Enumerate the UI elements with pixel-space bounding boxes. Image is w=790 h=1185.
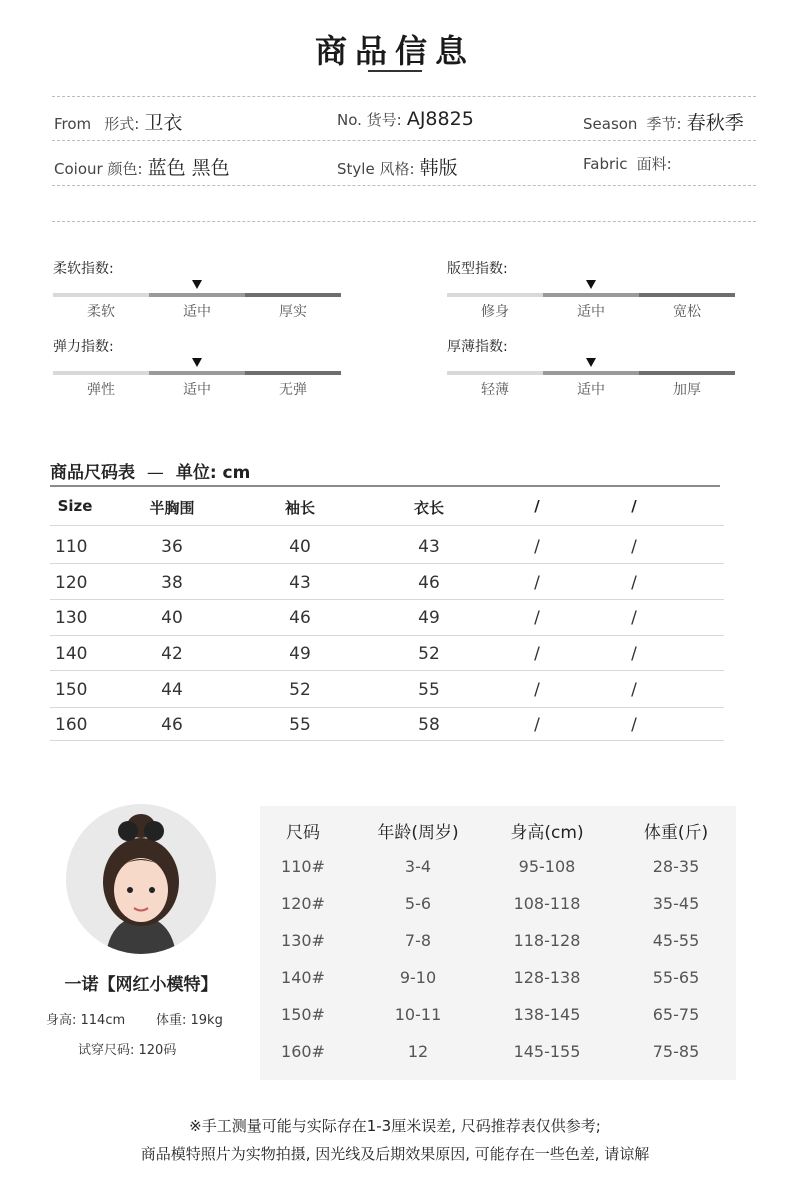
- no-value: AJ8825: [406, 108, 474, 130]
- index-tick-label: 适中: [577, 382, 605, 398]
- size-table-header: Size: [57, 497, 93, 515]
- index-bar-segment: [53, 371, 149, 375]
- size-table-header: 衣长: [413, 499, 444, 517]
- size-table-cell: 40: [289, 537, 311, 557]
- size-table-cell: 43: [418, 537, 440, 557]
- index-tick-label: 弹性: [87, 382, 115, 398]
- note-line-2: 商品模特照片为实物拍摄, 因光线及后期效果原因, 可能存在一些色差, 请谅解: [140, 1145, 650, 1163]
- size-table-cell: 46: [418, 573, 440, 593]
- index-label: 柔软指数:: [53, 261, 114, 277]
- size-table-cell: 55: [289, 715, 311, 735]
- colour-label: Coiour 颜色:: [54, 160, 143, 178]
- table-row-divider: [50, 635, 724, 636]
- rec-table-cell: 118-128: [513, 931, 581, 950]
- rec-table-cell: 140#: [281, 968, 325, 987]
- index-tick-label: 柔软: [87, 304, 115, 320]
- divider: [52, 96, 756, 97]
- rec-table-cell: 28-35: [652, 857, 700, 876]
- index-marker-icon: [586, 280, 596, 289]
- size-table-cell: /: [534, 537, 540, 557]
- index-bar-segment: [543, 371, 639, 375]
- index-bar-segment: [639, 293, 735, 297]
- size-table-cell: 36: [161, 537, 183, 557]
- index-bar-segment: [543, 293, 639, 297]
- size-table-cell: 40: [161, 608, 183, 628]
- size-table-cell: /: [631, 715, 637, 735]
- model-avatar: [66, 804, 216, 954]
- index-bar-segment: [149, 293, 245, 297]
- rec-table-cell: 160#: [281, 1042, 325, 1061]
- size-table-cell: 43: [289, 573, 311, 593]
- size-table-cell: /: [631, 680, 637, 700]
- index-tick-label: 适中: [183, 382, 211, 398]
- index-tick-label: 宽松: [673, 304, 701, 320]
- size-table-cell: 46: [161, 715, 183, 735]
- style-value: 韩版: [419, 157, 458, 179]
- rec-table-cell: 95-108: [518, 857, 576, 876]
- rec-table-header: 尺码: [286, 823, 320, 843]
- size-table-cell: /: [631, 573, 637, 593]
- table-row-divider: [50, 563, 724, 564]
- size-table-cell: /: [631, 608, 637, 628]
- rec-table-cell: 5-6: [404, 894, 432, 913]
- rec-table-cell: 65-75: [652, 1005, 700, 1024]
- index-label: 弹力指数:: [53, 339, 114, 355]
- size-table-cell: 46: [289, 608, 311, 628]
- table-row-divider: [50, 740, 724, 741]
- model-name: 一诺【网红小模特】: [64, 975, 218, 995]
- rec-table-cell: 45-55: [652, 931, 700, 950]
- index-tick-label: 适中: [577, 304, 605, 320]
- index-tick-label: 修身: [481, 304, 509, 320]
- info-form: [54, 108, 182, 135]
- rec-table-cell: 130#: [281, 931, 325, 950]
- index-tick-label: 无弹: [279, 382, 307, 398]
- index-label: 厚薄指数:: [447, 339, 508, 355]
- index-bar-segment: [447, 371, 543, 375]
- no-label: No. 货号:: [337, 111, 402, 129]
- size-table-cell: 49: [418, 608, 440, 628]
- size-table-cell: /: [631, 644, 637, 664]
- index-bar-segment: [245, 293, 341, 297]
- fabric-label: Fabric: [583, 155, 628, 173]
- index-bar-segment: [53, 293, 149, 297]
- size-table-cell: 160: [55, 715, 88, 735]
- size-table-cell: 150: [55, 680, 88, 700]
- fabric-cn-label: 面料:: [636, 155, 672, 173]
- divider: [52, 140, 756, 141]
- season-value: 春秋季: [686, 112, 744, 134]
- info-season: [583, 108, 744, 135]
- size-table-cell: /: [534, 608, 540, 628]
- style-label: Style 风格:: [337, 160, 415, 178]
- table-row-divider: [50, 670, 724, 671]
- size-table-unit: 单位: cm: [175, 463, 251, 483]
- size-table-cell: /: [534, 715, 540, 735]
- index-marker-icon: [192, 280, 202, 289]
- rec-table-cell: 128-138: [513, 968, 581, 987]
- table-row-divider: [50, 599, 724, 600]
- size-table-cell: /: [631, 537, 637, 557]
- size-table-cell: /: [534, 644, 540, 664]
- size-table-cell: /: [534, 680, 540, 700]
- divider: [52, 221, 756, 222]
- size-table-cell: 44: [161, 680, 183, 700]
- season-label: Season: [583, 115, 638, 133]
- season-cn-label: 季节:: [646, 115, 682, 133]
- rec-table-cell: 3-4: [404, 857, 432, 876]
- rec-table-cell: 35-45: [652, 894, 700, 913]
- model-height: 身高: 114cm: [46, 1013, 126, 1028]
- info-style: [337, 153, 458, 180]
- rec-table-cell: 150#: [281, 1005, 325, 1024]
- model-weight: 体重: 19kg: [156, 1013, 223, 1028]
- size-table-cell: /: [534, 573, 540, 593]
- index-tick-label: 加厚: [673, 382, 701, 398]
- size-table-cell: 58: [418, 715, 440, 735]
- rec-table-cell: 7-8: [404, 931, 432, 950]
- rec-table-cell: 9-10: [399, 968, 437, 987]
- title-underline: [368, 70, 422, 72]
- rec-table-cell: 55-65: [652, 968, 700, 987]
- rec-table-cell: 10-11: [394, 1005, 442, 1024]
- rec-table-header: 身高(cm): [510, 823, 584, 843]
- colour-value: 蓝色 黑色: [147, 157, 230, 179]
- rec-table-cell: 138-145: [513, 1005, 581, 1024]
- from-label: From: [54, 115, 92, 133]
- note-line-1: ※手工测量可能与实际存在1-3厘米误差, 尺码推荐表仅供参考;: [189, 1117, 601, 1135]
- info-fabric: [583, 153, 672, 174]
- size-table-title-text: 商品尺码表: [50, 463, 135, 483]
- index-label: 版型指数:: [447, 261, 508, 277]
- size-table-cell: 42: [161, 644, 183, 664]
- rec-table-cell: 120#: [281, 894, 325, 913]
- divider: [52, 185, 756, 186]
- table-row-divider: [50, 525, 724, 526]
- form-label: 形式:: [104, 115, 140, 133]
- info-no: [337, 108, 474, 130]
- rec-table-cell: 145-155: [513, 1042, 581, 1061]
- table-row-divider: [50, 707, 724, 708]
- size-table-cell: 130: [55, 608, 88, 628]
- size-table-cell: 55: [418, 680, 440, 700]
- rec-table-cell: 110#: [281, 857, 325, 876]
- size-table-cell: 52: [289, 680, 311, 700]
- index-tick-label: 厚实: [279, 304, 307, 320]
- index-bar-segment: [639, 371, 735, 375]
- index-tick-label: 适中: [183, 304, 211, 320]
- index-marker-icon: [586, 358, 596, 367]
- index-marker-icon: [192, 358, 202, 367]
- index-tick-label: 轻薄: [481, 382, 509, 398]
- size-table-cell: 38: [161, 573, 183, 593]
- size-table-header: /: [631, 497, 637, 515]
- index-bar-segment: [149, 371, 245, 375]
- size-table-cell: 49: [289, 644, 311, 664]
- size-table-cell: 52: [418, 644, 440, 664]
- rec-table-cell: 108-118: [513, 894, 581, 913]
- page-title: 商品信息: [314, 32, 475, 70]
- info-colour: [54, 153, 230, 180]
- size-table-header: 半胸围: [149, 499, 195, 517]
- index-bar-segment: [245, 371, 341, 375]
- index-bar-segment: [447, 293, 543, 297]
- rec-table-header: 体重(斤): [643, 823, 709, 843]
- model-tried-size: 试穿尺码: 120码: [78, 1043, 177, 1058]
- size-table-cell: 110: [55, 537, 88, 557]
- size-table-header: 袖长: [284, 499, 315, 517]
- rec-table-cell: 12: [407, 1042, 429, 1061]
- rec-table-header: 年龄(周岁): [377, 823, 459, 843]
- rec-table-cell: 75-85: [652, 1042, 700, 1061]
- table-top-rule: [50, 485, 720, 487]
- model-photo-icon: [66, 804, 216, 954]
- size-table-cell: 120: [55, 573, 88, 593]
- size-table-cell: 140: [55, 644, 88, 664]
- form-value: 卫衣: [144, 112, 183, 134]
- size-table-title: [50, 458, 250, 483]
- title-dash: —: [146, 463, 164, 483]
- size-table-header: /: [534, 497, 540, 515]
